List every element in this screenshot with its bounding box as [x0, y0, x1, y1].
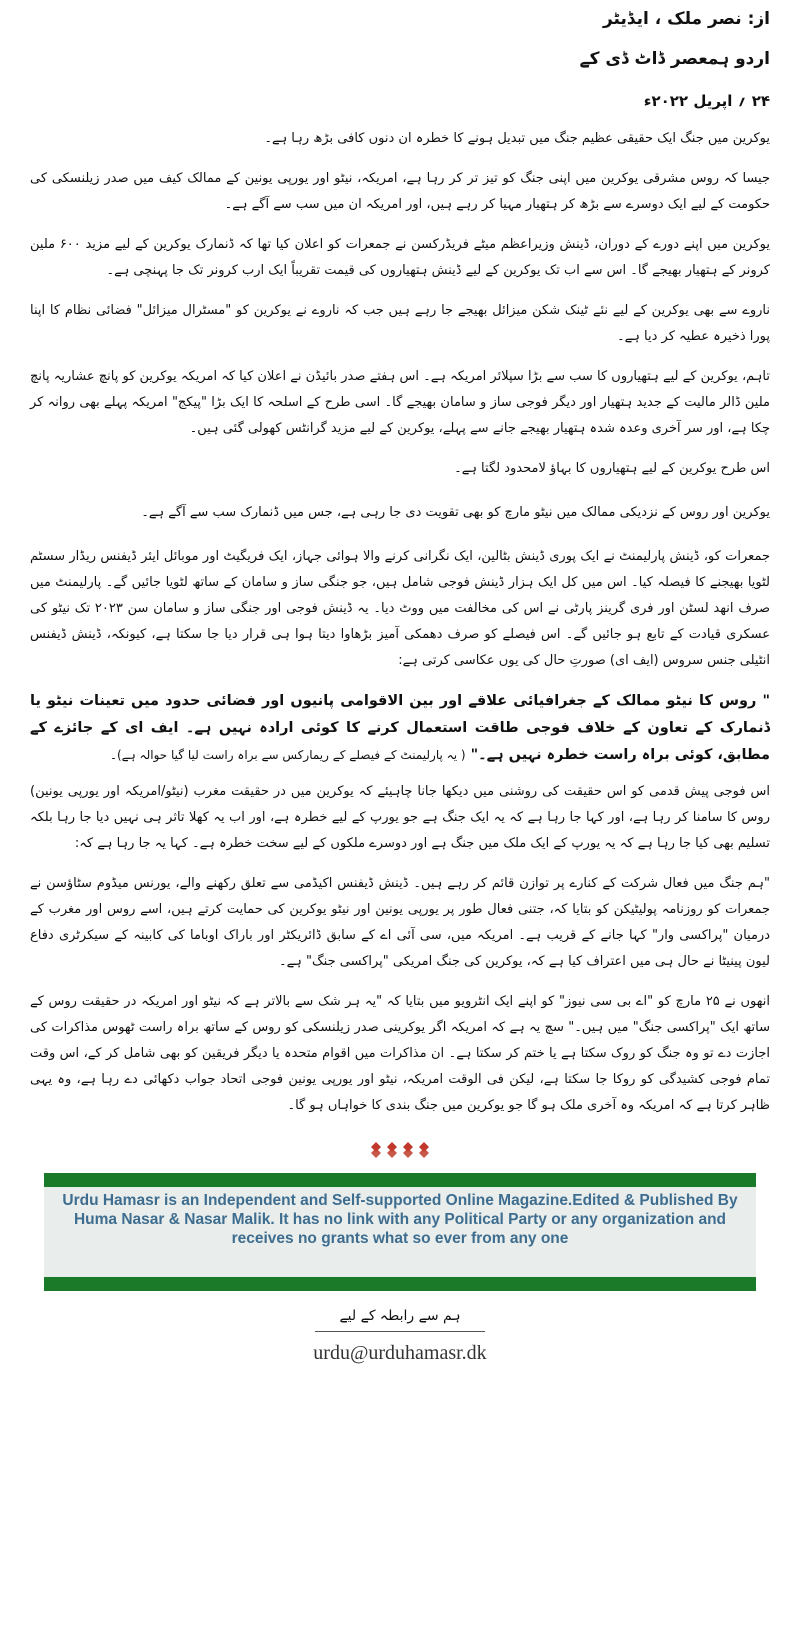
- paragraph: تاہم، یوکرین کے لیے ہتھیاروں کا سب سے بڑا سپلائر امریکہ ہے۔ اس ہفتے صدر بائیڈن نے اعلان کیا کہ امریکہ یوکرین کو پانچ عشاریہ پانچ ملین ڈالر مالیت کے جدید ہتھیار اور دیگر فوجی ساز و سامان بھیجے گا۔ اسی طرح کے اسلحہ کا ایک بڑا "پیکج" امریکہ پہلے بھی روانہ کر چکا ہے، اور سر آخری وعدہ شدہ ہتھیار بھیجے جانے سے پہلے، یوکرین کے لیے مزید گرانٹس کھولی گئی ہیں۔: [30, 369, 770, 436]
- article-date: ۲۴ ؍ اپریل ۲۰۲۲ء: [643, 92, 770, 110]
- page: [0, 6, 806, 1645]
- disclaimer-text: Urdu Hamasr is an Independent and Self-supported Online Magazine.Edited & Published By Huma Nasar & Nasar Malik. It has no link with any Political Party or any organization and receives no grants what so ever from any one: [62, 1192, 738, 1247]
- paragraph: "ہم جنگ میں فعال شرکت کے کنارے پر توازن قائم کر رہے ہیں۔ ڈینش ڈیفنس اکیڈمی سے تعلق رکھنے والے، یورنس میڈوم سٹاؤسن نے جمعرات کو روزنامہ پولیٹیکن کو بتایا کہ، جتنی فعال طور پر یورپی یونین اور نیٹو یوکرین کی حمایت کرتے ہیں، اسے روس اور مغرب کے درمیان "پراکسی وار" کہا جانے کے قریب ہے۔ امریکہ میں، سی آئی اے کے سابق ڈائریکٹر اور باراک اوباما کی کابینہ کے سیکرٹری دفاع لیون پینیٹا نے حال ہی میں اعتراف کیا ہے کہ، یوکرین کی جنگ امریکی "پراکسی جنگ" ہے۔: [30, 876, 770, 969]
- article-header: [30, 6, 770, 114]
- paragraph: جیسا کہ روس مشرقی یوکرین میں اپنی جنگ کو تیز تر کر رہا ہے، امریکہ، نیٹو اور یورپی یونین کے ممالک کیف میں صدر زیلنسکی کی حکومت کے لیے ایک دوسرے سے بڑھ کر ہتھیار مہیا کر رہے ہیں، اور امریکہ ان میں سب سے آگے ہے۔: [30, 171, 770, 212]
- quote-source-note: ( یہ پارلیمنٹ کے فیصلے کے ریمارکس سے براہ راست لیا گیا حوالہ ہے)۔: [109, 748, 466, 762]
- quote-text: " روس کا نیٹو ممالک کے جغرافیائی علاقے اور بین الاقوامی پانیوں اور فضائی حدود میں تعینات نیٹو یا ڈنمارک کے تعاون کے خلاف فوجی طاقت استعمال کرنے کا کوئی ارادہ نہیں ہے۔ ایف ای کے جائزے کے مطابق، کوئی براہ راست خطرہ نہیں ہے۔": [30, 693, 770, 763]
- article-body: [30, 126, 770, 1119]
- paragraph: جمعرات کو، ڈینش پارلیمنٹ نے ایک پوری ڈینش بٹالین، ایک نگرانی کرنے والا ہوائی جہاز، ایک فریگیٹ اور موبائل ایئر ڈیفنس ریڈار سسٹم لٹویا بھیجنے کا فیصلہ کیا۔ اس میں کل ایک ہزار ڈینش فوجی شامل ہیں، جو جنگی ساز و سامان کے ساتھ لٹویا جائیں گے۔ پارلیمنٹ میں صرف انھد لسٹن اور فری گرینز پارٹی نے اس کی مخالفت میں ووٹ دیا۔ یہ ڈینش فوجی اور جنگی ساز و سامان سن ۲۰۲۳ تک نیٹو کی عسکری قیادت کے تابع ہو جائیں گے۔ اس فیصلے کو صرف دھمکی آمیز بڑھاوا دیتا ہوا ہی قرار دیا جا سکتا ہے، کیونکہ، ڈینش ڈیفنس انٹیلی جنس سروس (ایف ای) صورتِ حال کی یوں عکاسی کرتی ہے:: [30, 549, 771, 668]
- publication-name: اردو ہمعصر ڈاٹ ڈی کے: [579, 49, 770, 69]
- paragraph: اس طرح یوکرین کے لیے ہتھیاروں کا بہاؤ لامحدود لگتا ہے۔: [454, 461, 770, 476]
- paragraph: ناروے سے بھی یوکرین کے لیے نئے ٹینک شکن میزائل بھیجے جا رہے ہیں جب کہ ناروے نے یوکرین کو "مسٹرال میزائل" فضائی نظام کا اپنا پورا ذخیرہ عطیہ کر دیا ہے۔: [30, 303, 770, 344]
- paragraph: انھوں نے ۲۵ مارچ کو "اے بی سی نیوز" کو اپنے ایک انٹرویو میں بتایا کہ "یہ ہر شک سے بالاتر ہے کہ نیٹو اور امریکہ در حقیقت روس کے ساتھ ایک "پراکسی جنگ" میں ہیں۔" سچ یہ ہے کہ امریکہ اگر یوکرینی صدر زیلنسکی کو روس کے ساتھ براہ راست ٹھوس مذاکرات کی اجازت دے تو وہ جنگ کو روک سکتا ہے یا ختم کر سکتا ہے۔ ان مذاکرات میں اقوام متحدہ یا دیگر فریقین کو بھی شامل کر کے، اس وقت تمام فوجی کشیدگی کو روکا جا سکتا ہے، لیکن فی الوقت امریکہ، نیٹو اور یورپی یونین فوجی اتحاد جواب دکھائی دے رہا ہے، وہ یہی ظاہر کرتا ہے کہ امریکہ وہ آخری ملک ہو گا جو یوکرین میں جنگ بندی کا خواہاں ہو گا۔: [30, 994, 770, 1113]
- contact-label: ہم سے رابطہ کے لیے: [339, 1308, 461, 1324]
- diamond-ornament-icon: [30, 1139, 770, 1163]
- author-line: از: نصر ملک ، ایڈیٹر: [602, 9, 770, 29]
- paragraph: اس فوجی پیش قدمی کو اس حقیقت کی روشنی میں دیکھا جانا چاہیئے کہ یوکرین میں در حقیقت مغرب (نیٹو/امریکہ اور یورپی یونین) روس کا سامنا کر رہا ہے، اور کہا جا رہا ہے کہ یہ ایک جنگ ہے جو یورپ کے لیے خطرہ ہے، اور اب یہ کھلا تاثر ہی نہیں دیا جا رہا بلکہ تسلیم بھی کیا جا رہا ہے کہ یہ یورپ کے ایک ملک میں جنگ ہے اور دوسرے ملکوں کے لیے سخت خطرہ ہے۔ کہا یہ جا رہا ہے کہ:: [30, 784, 770, 851]
- disclaimer-banner: [44, 1173, 756, 1291]
- paragraph: یوکرین میں جنگ ایک حقیقی عظیم جنگ میں تبدیل ہونے کا خطرہ ان دنوں کافی بڑھ رہا ہے۔: [264, 131, 770, 146]
- contact-email-link[interactable]: urdu@urduhamasr.dk: [313, 1342, 487, 1364]
- paragraph: یوکرین میں اپنے دورے کے دوران، ڈینش وزیراعظم میٹے فریڈرکسن نے جمعرات کو اعلان کیا تھا کہ ڈنمارک یوکرین کے لیے مزید ۶۰۰ ملین کرونر کے ہتھیار بھیجے گا۔ اس سے اب تک یوکرین کے لیے ڈینش ہتھیاروں کی قیمت تقریباً ایک ارب کرونر تک جا پہنچی ہے۔: [30, 237, 771, 278]
- block-quote: [30, 688, 770, 769]
- contact-divider: [315, 1331, 485, 1332]
- paragraph: یوکرین اور روس کے نزدیکی ممالک میں نیٹو مارچ کو بھی تقویت دی جا رہی ہے، جس میں ڈنمارک سب سے آگے ہے۔: [141, 505, 770, 520]
